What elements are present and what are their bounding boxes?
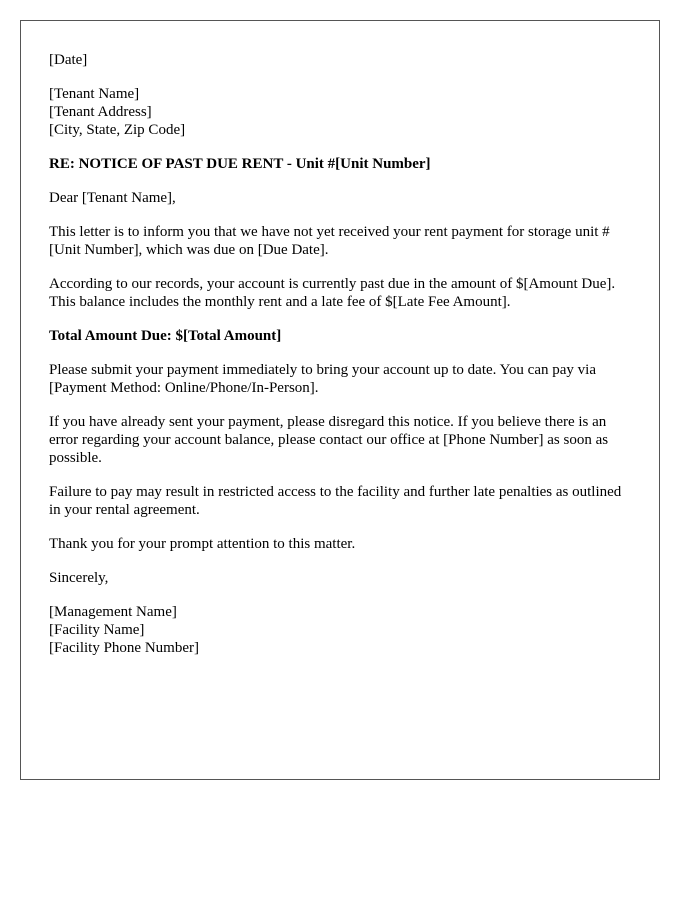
paragraph-notice: This letter is to inform you that we have not yet received your rent payment for storage unit #[Unit Number], which was due on [Due Date]. [49,224,610,258]
recipient-address-block [49,85,631,139]
letter-subject: RE: NOTICE OF PAST DUE RENT - Unit #[Unit Number] [49,156,431,172]
signature-management-name: [Management Name] [49,604,177,620]
signature-facility-name: [Facility Name] [49,622,145,638]
paragraph-disregard: If you have already sent your payment, please disregard this notice. If you believe there is an error regarding your account balance, please contact our office at [Phone Number] as soon as possible. [49,414,609,466]
paragraph-past-due: According to our records, your account is currently past due in the amount of $[Amount Due]. This balance includes the monthly rent and a late fee of $[Late Fee Amount]. [49,276,616,310]
paragraph-failure-to-pay: Failure to pay may result in restricted access to the facility and further late penalties as outlined in your rental agreement. [49,484,622,518]
salutation: Dear [Tenant Name], [49,190,176,206]
total-amount-due: Total Amount Due: $[Total Amount] [49,328,282,344]
signature-facility-phone: [Facility Phone Number] [49,640,199,656]
closing: Sincerely, [49,570,109,586]
letter-page [20,20,660,780]
recipient-name: [Tenant Name] [49,86,140,102]
recipient-city-state-zip: [City, State, Zip Code] [49,122,186,138]
paragraph-thank-you: Thank you for your prompt attention to this matter. [49,536,356,552]
paragraph-payment: Please submit your payment immediately to bring your account up to date. You can pay via [Payment Method: Online/Phone/In-Person]. [49,362,596,396]
signature-block [49,603,631,657]
recipient-address: [Tenant Address] [49,104,152,120]
letter-date: [Date] [49,52,88,68]
